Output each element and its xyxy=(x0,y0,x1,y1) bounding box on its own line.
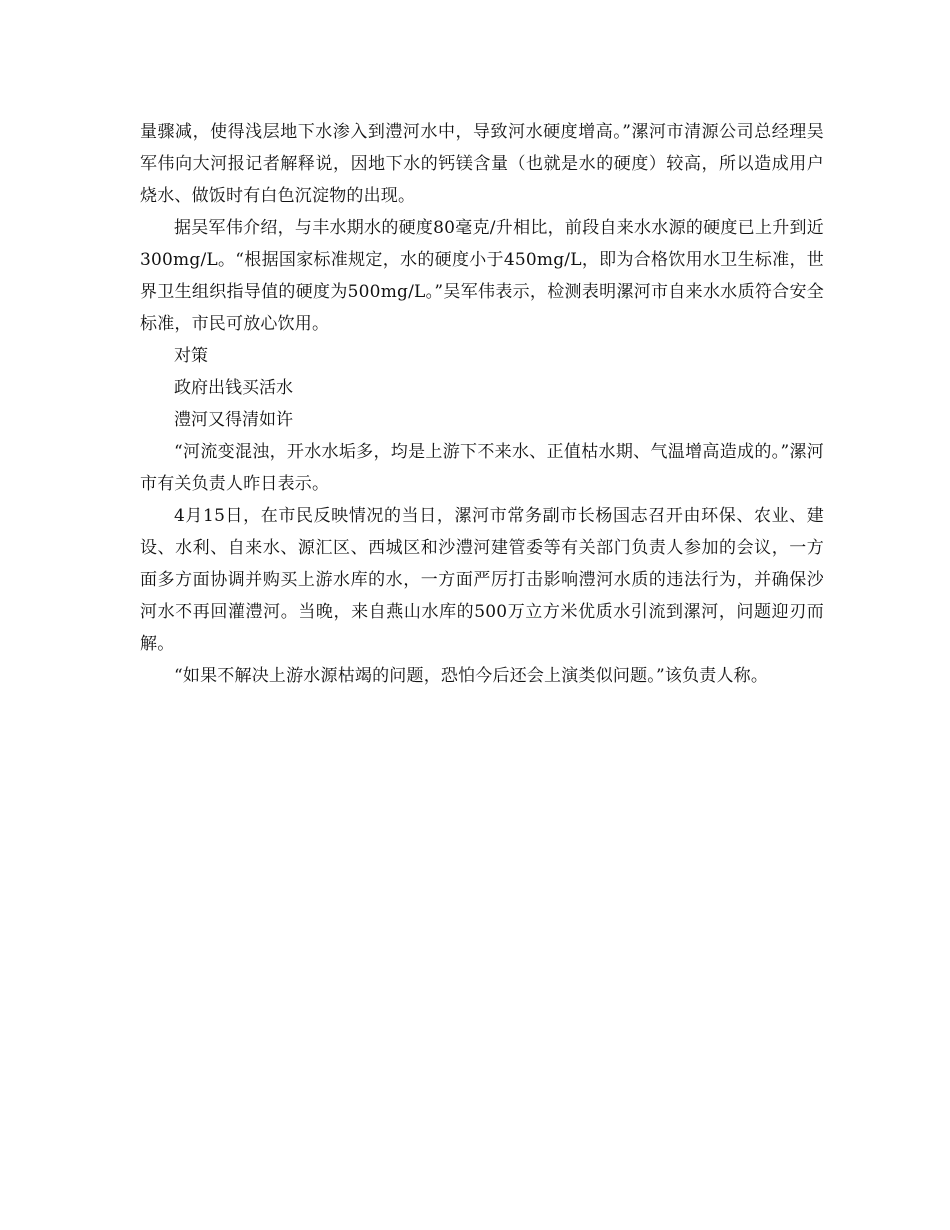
section-label: 对策 xyxy=(174,346,208,366)
paragraph-1: 量骤减，使得浅层地下水渗入到澧河水中，导致河水硬度增高。”漯河市清源公司总经理吴军伟向大河报记者解释说，因地下水的钙镁含量（也就是水的硬度）较高，所以造成用户烧水、做饭时有白色沉淀物的出现。 xyxy=(140,122,824,206)
document-page xyxy=(140,116,824,692)
paragraph-2: 据吴军伟介绍，与丰水期水的硬度80毫克/升相比，前段自来水水源的硬度已上升到近300mg/L。“根据国家标准规定，水的硬度小于450mg/L，即为合格饮用水卫生标准，世界卫生组织指导值的硬度为500mg/L。”吴军伟表示，检测表明漯河市自来水水质符合安全标准，市民可放心饮用。 xyxy=(140,218,824,334)
paragraph-4: 4月15日，在市民反映情况的当日，漯河市常务副市长杨国志召开由环保、农业、建设、水利、自来水、源汇区、西城区和沙澧河建管委等有关部门负责人参加的会议，一方面多方面协调并购买上游水库的水，一方面严厉打击影响澧河水质的违法行为，并确保沙河水不再回灌澧河。当晚，来自燕山水库的500万立方米优质水引流到漯河，问题迎刃而解。 xyxy=(140,506,824,654)
paragraph-3: “河流变混浊，开水水垢多，均是上游下不来水、正值枯水期、气温增高造成的。”漯河市有关负责人昨日表示。 xyxy=(140,442,824,494)
subheading-2: 澧河又得清如许 xyxy=(174,410,293,430)
subheading-1: 政府出钱买活水 xyxy=(174,378,293,398)
paragraph-5: “如果不解决上游水源枯竭的问题，恐怕今后还会上演类似问题。”该负责人称。 xyxy=(174,666,769,686)
